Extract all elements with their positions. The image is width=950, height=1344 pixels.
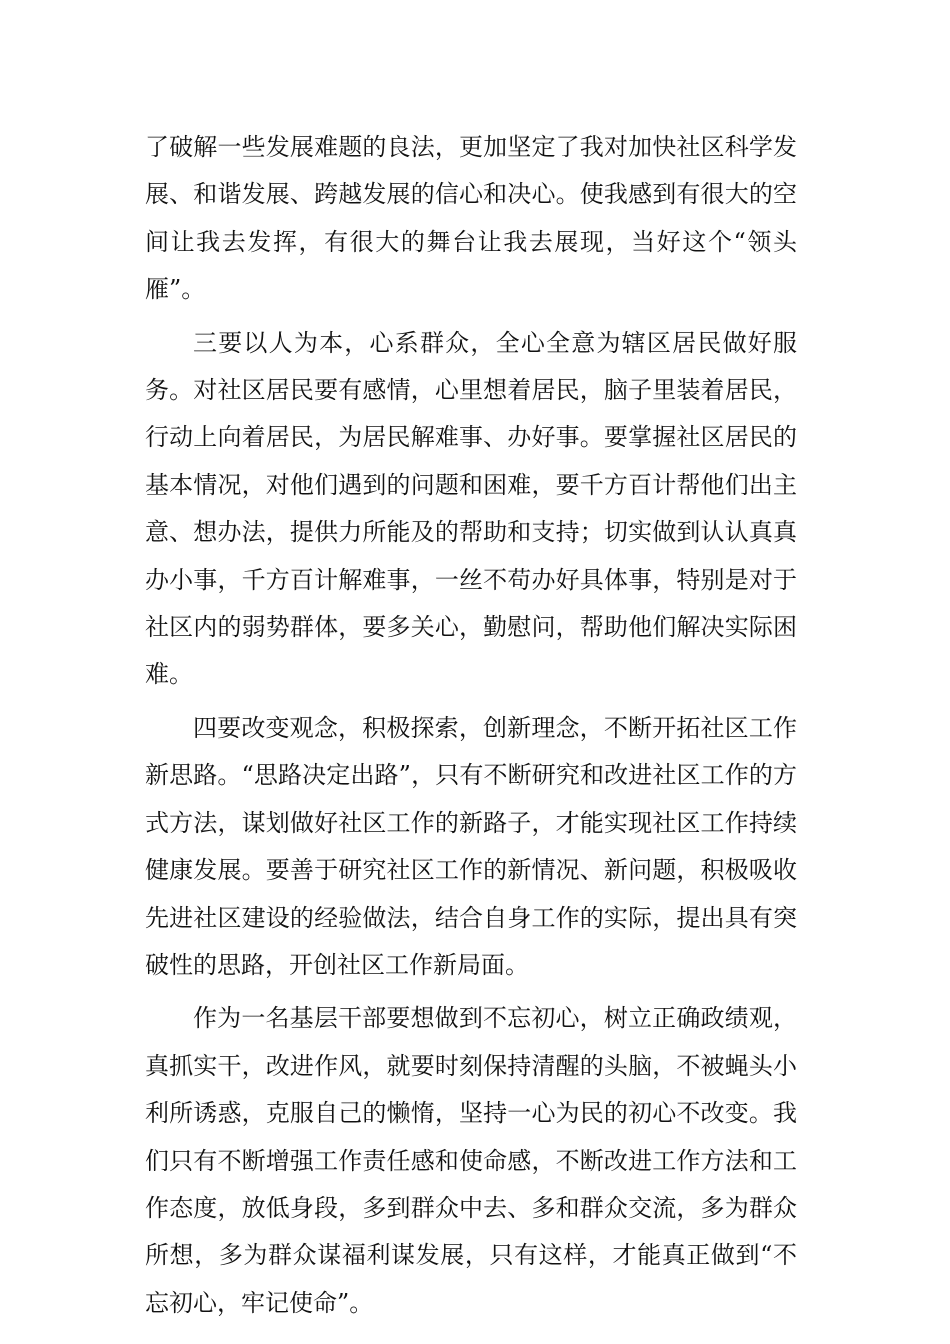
paragraph-four: 四要改变观念，积极探索，创新理念，不断开拓社区工作新思路。“思路决定出路”，只有不断研究和改进社区工作的方式方法，谋划做好社区工作的新路子，才能实现社区工作持续健康发展。要善于研究社区工作的新情况、新问题，积极吸收先进社区建设的经验做法，结合自身工作的实际，提出具有突破性的思路，开创社区工作新局面。 (145, 713, 797, 979)
paragraph-conclusion: 作为一名基层干部要想做到不忘初心，树立正确政绩观，真抓实干，改进作风，就要时刻保持清醒的头脑，不被蝇头小利所诱惑，克服自己的懒惰，坚持一心为民的初心不改变。我们只有不断增强工作责任感和使命感，不断改进工作方法和工作态度，放低身段，多到群众中去、多和群众交流，多为群众所想，多为群众谋福利谋发展，只有这样，才能真正做到“不忘初心，牢记使命”。 (145, 1004, 797, 1317)
document-body (145, 124, 797, 1327)
paragraph-continuation: 了破解一些发展难题的良法，更加坚定了我对加快社区科学发展、和谐发展、跨越发展的信心和决心。使我感到有很大的空间让我去发挥，有很大的舞台让我去展现，当好这个“领头雁”。 (145, 133, 797, 304)
paragraph-three: 三要以人为本，心系群众，全心全意为辖区居民做好服务。对社区居民要有感情，心里想着居民，脑子里装着居民，行动上向着居民，为居民解难事、办好事。要掌握社区居民的基本情况，对他们遇到的问题和困难，要千方百计帮他们出主意、想办法，提供力所能及的帮助和支持；切实做到认认真真办小事，千方百计解难事，一丝不苟办好具体事，特别是对于社区内的弱势群体，要多关心，勤慰问，帮助他们解决实际困难。 (145, 328, 797, 689)
